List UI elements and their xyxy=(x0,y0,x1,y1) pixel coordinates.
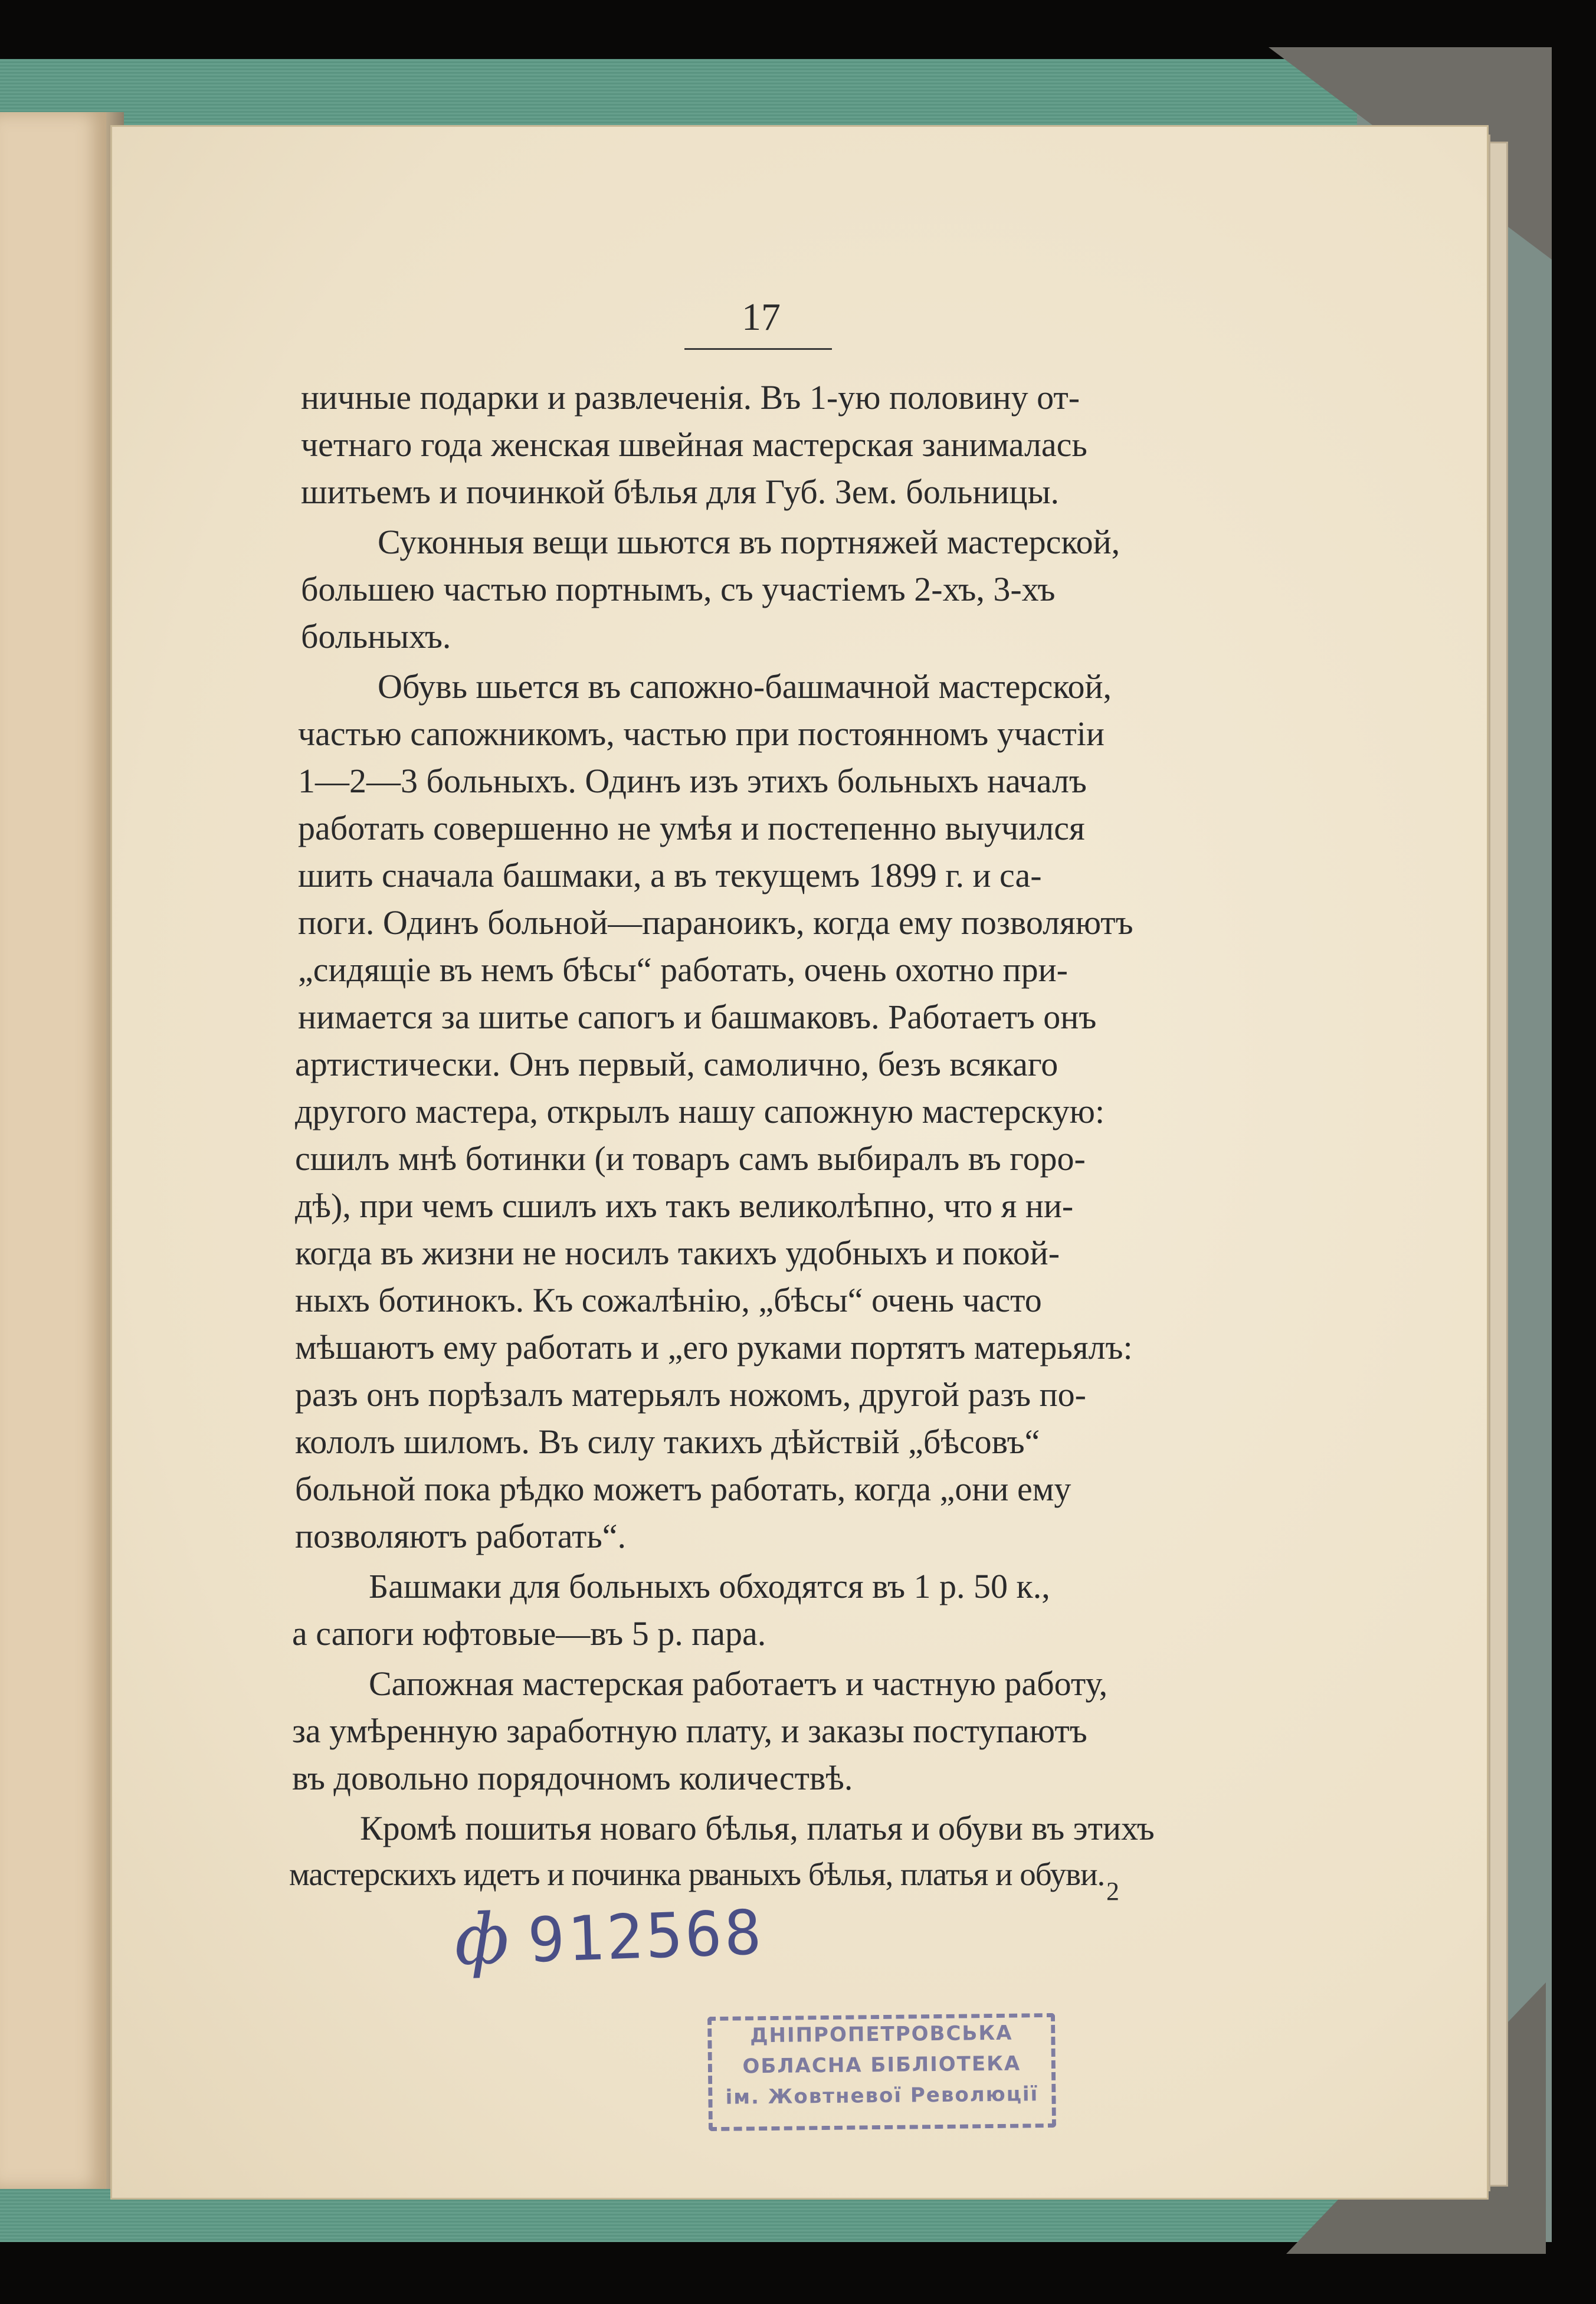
text-line: ничные подарки и развлеченія. Въ 1-ую половину от- xyxy=(301,378,1080,417)
text-line: позволяютъ работать“. xyxy=(295,1517,627,1555)
text-line: Кромѣ пошитья новаго бѣлья, платья и обуви въ этихъ xyxy=(360,1809,1155,1847)
text-line: Башмаки для больныхъ обходятся въ 1 р. 50 к., xyxy=(369,1567,1050,1605)
text-line: 1—2—3 больныхъ. Одинъ изъ этихъ больныхъ началъ xyxy=(298,762,1087,800)
text-line: Сапожная мастерская работаетъ и частную работу, xyxy=(369,1664,1108,1703)
page-number: 17 xyxy=(742,296,781,339)
left-page-edge xyxy=(0,112,110,2189)
text-line: мастерскихъ идетъ и починка рваныхъ бѣлья, платья и обуви. xyxy=(289,1856,1105,1892)
stamp-line: ДНІПРОПЕТРОВСЬКА xyxy=(750,2021,1013,2048)
text-line: „сидящіе въ немъ бѣсы“ работать, очень охотно при- xyxy=(298,951,1068,989)
text-line: сшилъ мнѣ ботинки (и товаръ самъ выбиралъ въ горо- xyxy=(295,1139,1086,1178)
text-line: частью сапожникомъ, частью при постоянномъ участіи xyxy=(298,715,1105,753)
stamp-line: ім. Жовтневої Революції xyxy=(725,2082,1039,2109)
text-line: четнаго года женская швейная мастерская занималась xyxy=(301,425,1087,464)
text-line: большею частью портнымъ, съ участіемъ 2-хъ, 3-хъ xyxy=(301,570,1056,608)
inventory-number xyxy=(453,1889,765,1981)
library-stamp xyxy=(707,2013,1056,2131)
signature-mark: 2 xyxy=(1106,1877,1119,1906)
text-line: поги. Одинъ больной—параноикъ, когда ему позволяютъ xyxy=(298,903,1133,942)
stamp-line: ОБЛАСНА БІБЛІОТЕКА xyxy=(742,2051,1021,2079)
text-line: работать совершенно не умѣя и постепенно выучился xyxy=(298,809,1085,847)
text-line: въ довольно порядочномъ количествѣ. xyxy=(292,1759,853,1797)
text-line: Обувь шьется въ сапожно-башмачной мастерской, xyxy=(378,667,1112,706)
text-line: ныхъ ботинокъ. Къ сожалѣнію, „бѣсы“ очень часто xyxy=(295,1281,1042,1319)
text-line: артистически. Онъ первый, самолично, безъ всякаго xyxy=(295,1045,1058,1083)
text-line: шить сначала башмаки, а въ текущемъ 1899 г. и са- xyxy=(298,856,1042,894)
text-line: Суконныя вещи шьются въ портняжей мастерской, xyxy=(378,523,1120,561)
text-line: за умѣренную заработную плату, и заказы поступаютъ xyxy=(292,1712,1087,1750)
text-line: кололъ шиломъ. Въ силу такихъ дѣйствій „бѣсовъ“ xyxy=(295,1423,1040,1461)
inventory-digits: 912568 xyxy=(526,1896,765,1977)
text-line: больной пока рѣдко можетъ работать, когда „они ему xyxy=(295,1470,1071,1508)
text-line: мѣшаютъ ему работать и „его руками портятъ матерьялъ: xyxy=(295,1328,1133,1366)
text-line: больныхъ. xyxy=(301,617,451,656)
text-line: шитьемъ и починкой бѣлья для Губ. Зем. больницы. xyxy=(301,473,1060,511)
text-line: разъ онъ порѣзалъ матерьялъ ножомъ, другой разъ по- xyxy=(295,1375,1086,1414)
text-line: дѣ), при чемъ сшилъ ихъ такъ великолѣпно, что я ни- xyxy=(295,1187,1074,1225)
page-number-rule xyxy=(684,348,832,350)
text-line: когда въ жизни не носилъ такихъ удобныхъ и покой- xyxy=(295,1234,1060,1272)
text-line: другого мастера, открылъ нашу сапожную мастерскую: xyxy=(295,1092,1105,1130)
text-line: нимается за шитье сапогъ и башмаковъ. Работаетъ онъ xyxy=(298,998,1097,1036)
text-line: а сапоги юфтовые—въ 5 р. пара. xyxy=(292,1614,766,1653)
inventory-prefix: ф xyxy=(453,1897,513,1981)
